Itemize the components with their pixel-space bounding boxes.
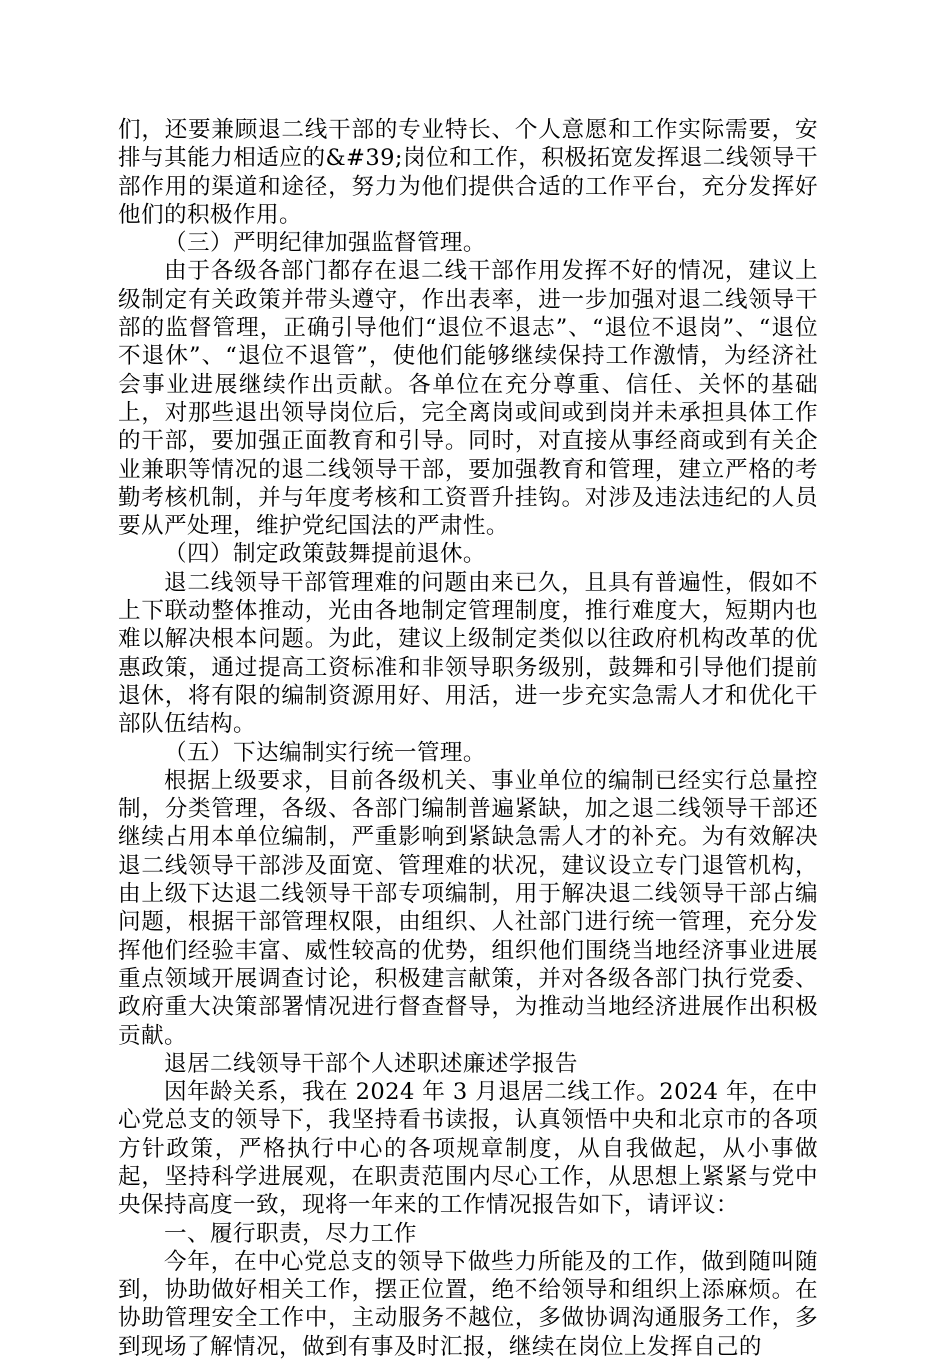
document-page — [118, 116, 818, 1361]
paragraph-staffing: 根据上级要求，目前各级机关、事业单位的编制已经实行总量控制，分类管理，各级、各部门编制普遍紧缺，加之退二线领导干部还继续占用本单位编制，严重影响到紧缺急需人才的补充。为有效解决退二线领导干部涉及面宽、管理难的状况，建议设立专门退管机构，由上级下达退二线领导干部专项编制，用于解决退二线领导干部占编问题，根据干部管理权限，由组织、人社部门进行统一管理，充分发挥他们经验丰富、威性较高的优势，组织他们围绕当地经济事业进展重点领域开展调查讨论，积极建言献策，并对各级各部门执行党委、政府重大决策部署情况进行督查督导，为推动当地经济进展作出积极贡献。 — [118, 767, 818, 1049]
paragraph-supervision: 由于各级各部门都存在退二线干部作用发挥不好的情况，建议上级制定有关政策并带头遵守，作出表率，进一步加强对退二线领导干部的监督管理，正确引导他们“退位不退志”、“退位不退岗”、“退位不退休”、“退位不退管”，使他们能够继续保持工作激情，为经济社会事业进展继续作出贡献。各单位在充分尊重、信任、关怀的基础上，对那些退出领导岗位后，完全离岗或间或到岗并未承担具体工作的干部，要加强正面教育和引导。同时，对直接从事经商或到有关企业兼职等情况的退二线领导干部，要加强教育和管理，建立严格的考勤考核机制，并与年度考核和工资晋升挂钩。对涉及违法违纪的人员要从严处理，维护党纪国法的严肃性。 — [118, 258, 818, 540]
section-heading-duties: 一、履行职责，尽力工作 — [164, 1220, 417, 1247]
section-heading-4: （四）制定政策鼓舞提前退休。 — [164, 541, 486, 568]
paragraph-continuation: 们，还要兼顾退二线干部的专业特长、个人意愿和工作实际需要，安排与其能力相适应的&#39;岗位和工作，积极拓宽发挥退二线领导干部作用的渠道和途径，努力为他们提供合适的工作平台，充分发挥好他们的积极作用。 — [118, 117, 818, 228]
section-heading-5: （五）下达编制实行统一管理。 — [164, 739, 486, 766]
report-title: 退居二线领导干部个人述职述廉述学报告 — [164, 1050, 578, 1077]
section-heading-3: （三）严明纪律加强监督管理。 — [164, 230, 486, 257]
paragraph-report-intro: 因年龄关系，我在 2024 年 3 月退居二线工作。2024 年，在中心党总支的领导下，我坚持看书读报，认真领悟中央和北京市的各项方针政策，严格执行中心的各项规章制度，从自我做起，从小事做起，坚持科学进展观，在职责范围内尽心工作，从思想上紧紧与党中央保持高度一致，现将一年来的工作情况报告如下，请评议： — [118, 1079, 818, 1219]
paragraph-duties: 今年，在中心党总支的领导下做些力所能及的工作，做到随叫随到，协助做好相关工作，摆正位置，绝不给领导和组织上添麻烦。在协助管理安全工作中，主动服务不越位，多做协调沟通服务工作，多到现场了解情况，做到有事及时汇报，继续在岗位上发挥自己的 — [118, 1248, 818, 1360]
paragraph-early-retirement: 退二线领导干部管理难的问题由来已久，且具有普遍性，假如不上下联动整体推动，光由各地制定管理制度，推行难度大，短期内也难以解决根本问题。为此，建议上级制定类似以往政府机构改革的优惠政策，通过提高工资标准和非领导职务级别，鼓舞和引导他们提前退休，将有限的编制资源用好、用活，进一步充实急需人才和优化干部队伍结构。 — [118, 569, 818, 738]
